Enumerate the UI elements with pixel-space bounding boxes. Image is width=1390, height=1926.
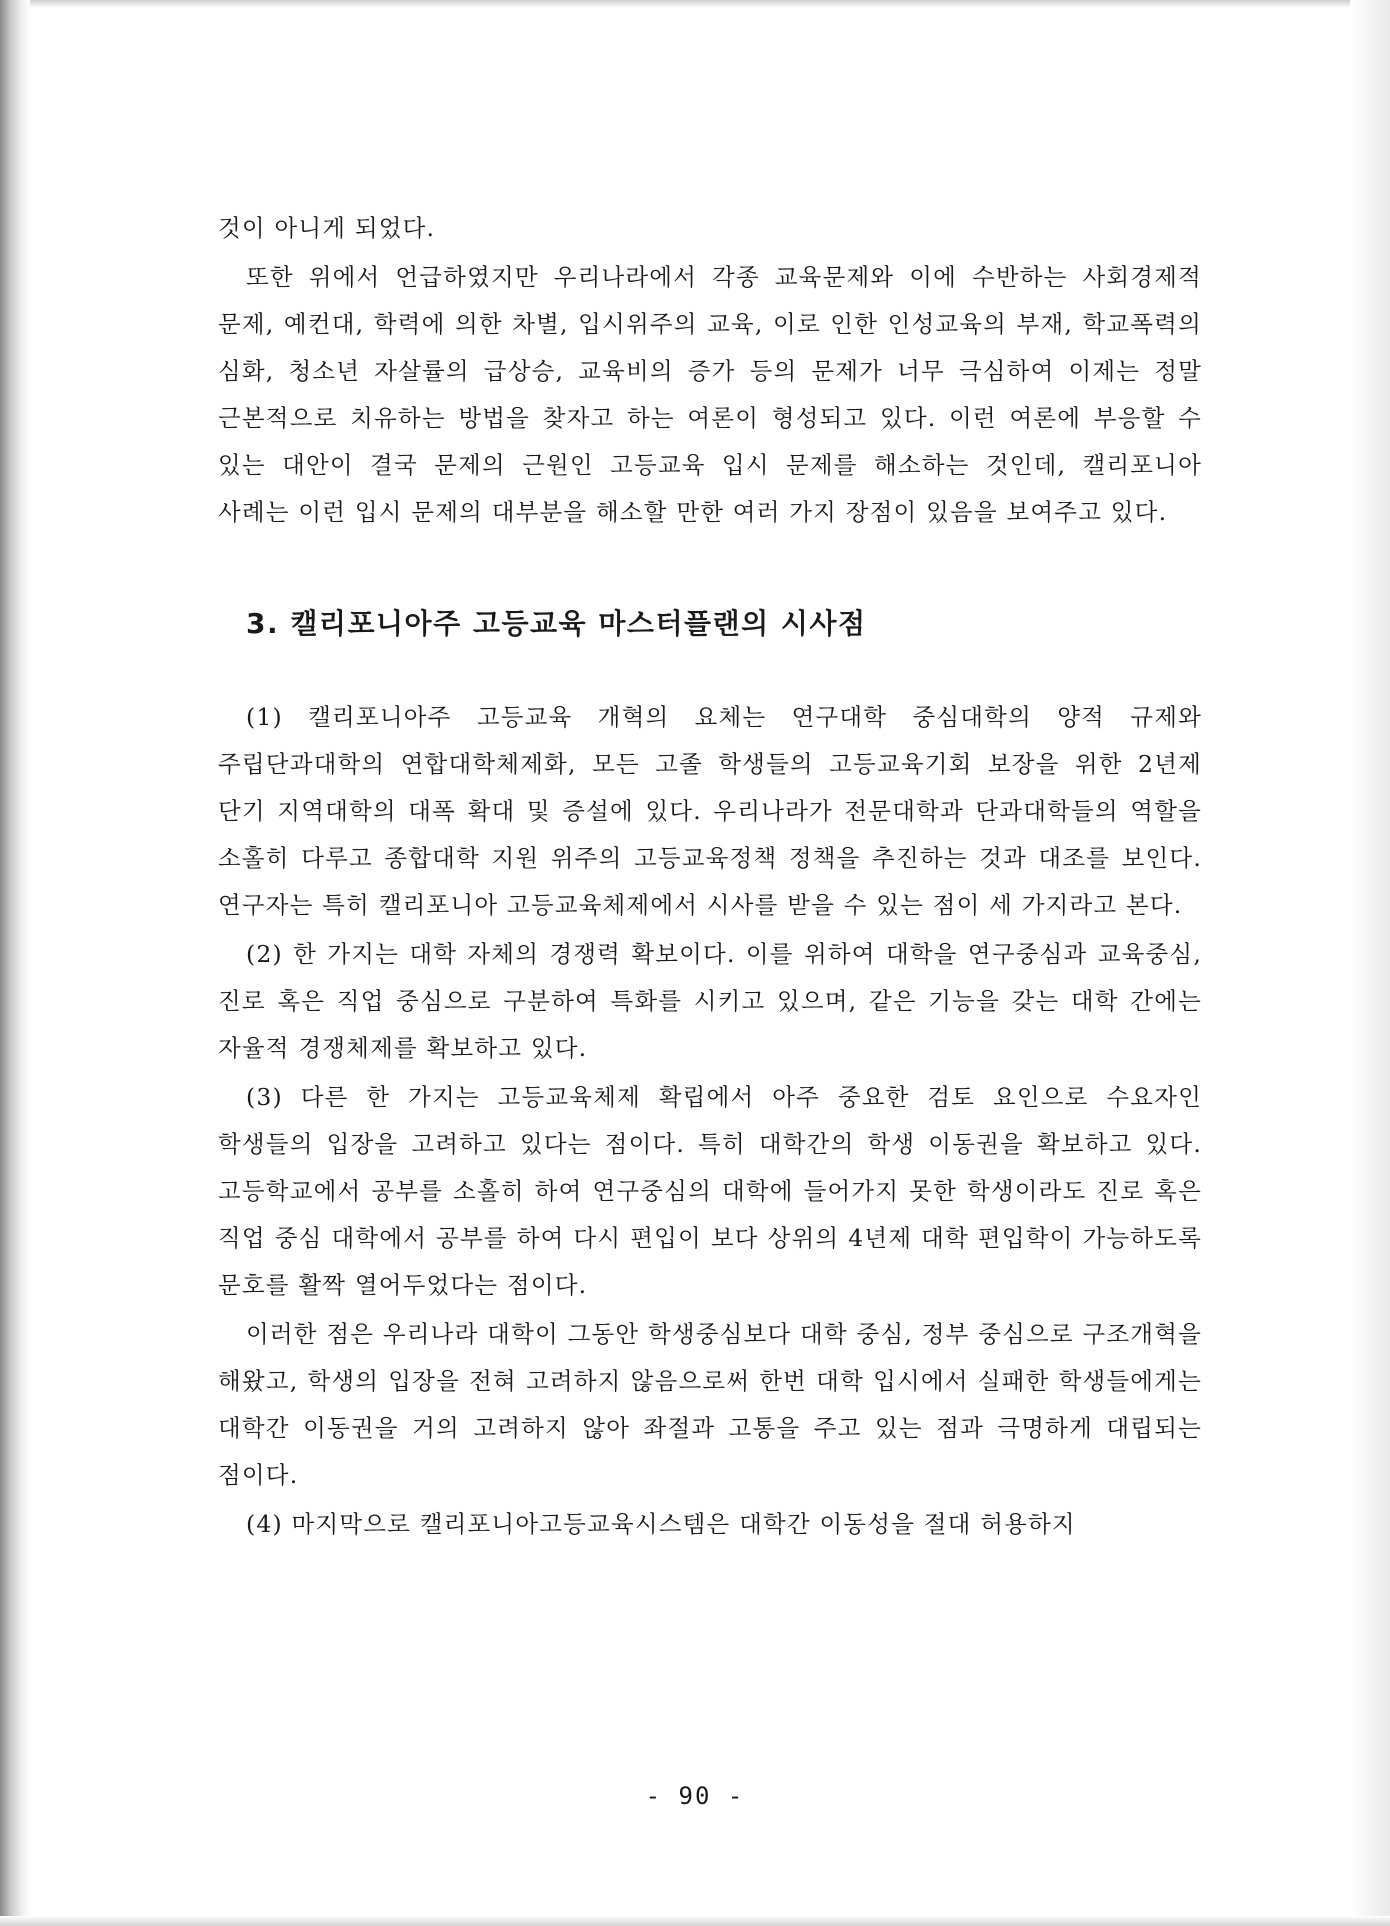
section-heading: 3. 캘리포니아주 고등교육 마스터플랜의 시사점 <box>246 607 867 640</box>
page-edge-top <box>0 0 1390 8</box>
paragraph-point-3: (3) 다른 한 가지는 고등교육체제 확립에서 아주 중요한 검토 요인으로 수요자인 학생들의 입장을 고려하고 있다는 점이다. 특히 대학간의 학생 이동권을 확보하고 있다. 고등학교에서 공부를 소홀히 하여 연구중심의 대학에 들어가지 못한 학생이라도 진로 혹은 직업 중심 대학에서 공부를 하여 다시 편입이 보다 상위의 4년제 대학 편입학이 가능하도록 문호를 활짝 열어두었다는 점이다. <box>218 1083 1202 1299</box>
paragraph-continuation: 것이 아니게 되었다. <box>218 214 436 242</box>
page-edge-bottom <box>0 1916 1390 1926</box>
page-number: - 90 - <box>645 1782 745 1810</box>
paragraph-point-1: (1) 캘리포니아주 고등교육 개혁의 요체는 연구대학 중심대학의 양적 규제와 주립단과대학의 연합대학체제화, 모든 고졸 학생들의 고등교육기회 보장을 위한 2년제 단기 지역대학의 대폭 확대 및 증설에 있다. 우리나라가 전문대학과 단과대학들의 역할을 소홀히 다루고 종합대학 지원 위주의 고등교육정책 정책을 추진하는 것과 대조를 보인다. 연구자는 특히 캘리포니아 고등교육체제에서 시사를 받을 수 있는 점이 세 가지라고 본다. <box>218 703 1202 919</box>
paragraph-point-4: (4) 마지막으로 캘리포니아고등교육시스템은 대학간 이동성을 절대 허용하지 <box>246 1510 1076 1538</box>
paragraph-contrast: 이러한 점은 우리나라 대학이 그동안 학생중심보다 대학 중심, 정부 중심으로 구조개혁을 해왔고, 학생의 입장을 전혀 고려하지 않음으로써 한번 대학 입시에서 실패한 학생들에게는 대학간 이동권을 거의 고려하지 않아 좌절과 고통을 주고 있는 점과 극명하게 대립되는 점이다. <box>218 1320 1202 1489</box>
paragraph-point-2: (2) 한 가지는 대학 자체의 경쟁력 확보이다. 이를 위하여 대학을 연구중심과 교육중심, 진로 혹은 직업 중심으로 구분하여 특화를 시키고 있으며, 같은 기능을 갖는 대학 간에는 자율적 경쟁체제를 확보하고 있다. <box>218 940 1202 1062</box>
document-body <box>218 205 1202 1548</box>
paragraph-intro: 또한 위에서 언급하였지만 우리나라에서 각종 교육문제와 이에 수반하는 사회경제적 문제, 예컨대, 학력에 의한 차별, 입시위주의 교육, 이로 인한 인성교육의 부재, 학교폭력의 심화, 청소년 자살률의 급상승, 교육비의 증가 등의 문제가 너무 극심하여 이제는 정말 근본적으로 치유하는 방법을 찾자고 하는 여론이 형성되고 있다. 이런 여론에 부응할 수 있는 대안이 결국 문제의 근원인 고등교육 입시 문제를 해소하는 것인데, 캘리포니아 사례는 이런 입시 문제의 대부분을 해소할 만한 여러 가지 장점이 있음을 보여주고 있다. <box>218 263 1202 526</box>
page-edge-right <box>1350 0 1390 1926</box>
page-edge-left <box>0 0 30 1926</box>
